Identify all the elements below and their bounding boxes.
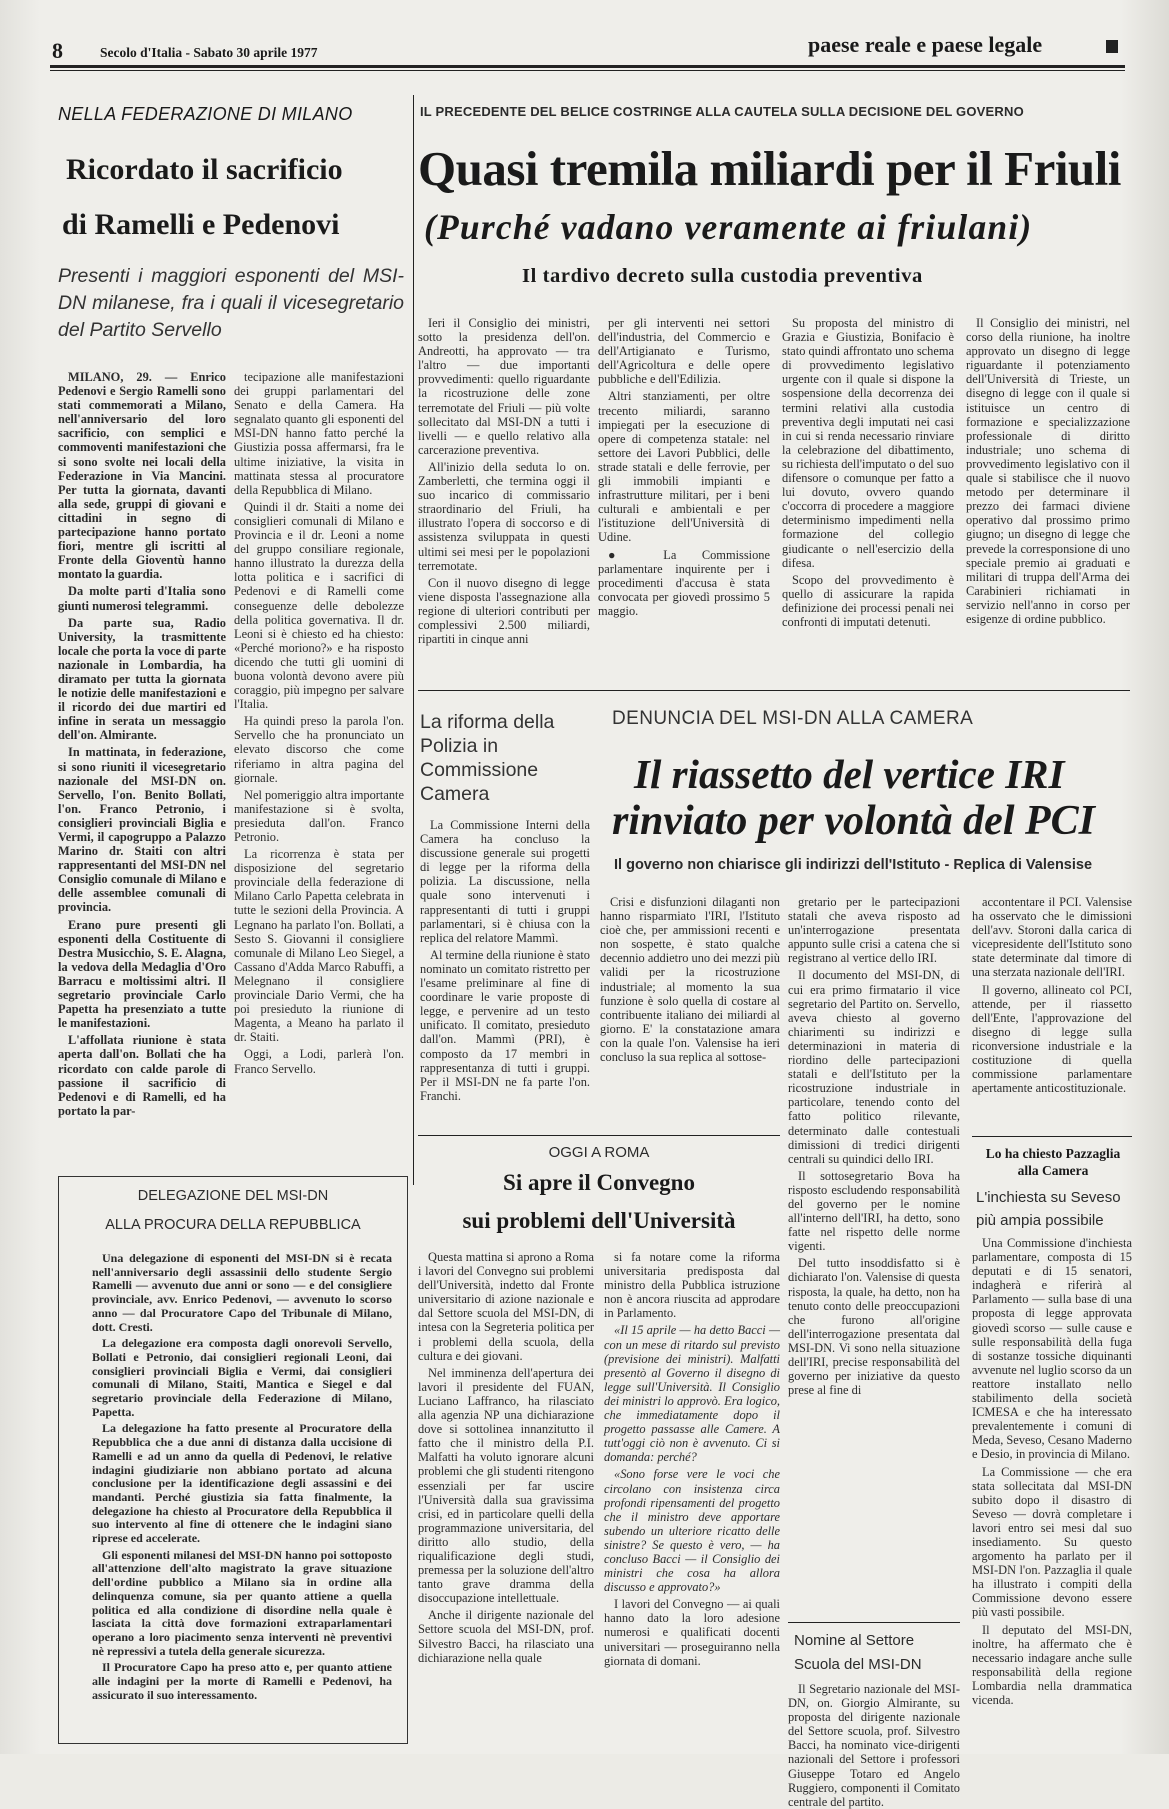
milano-p5: Erano pure presenti gli esponenti della Costituente di Destra Musicchio, S. E. Alagna, la vedova della Medaglia d'Oro Barracu e moltissimi altri. Il segretario provinciale Carlo Papetta ha presenziato a tutte le manifestazioni.	[58, 917, 226, 1031]
friuli-p6: ● La Commissione parlamentare inquirente per i procedimenti d'accusa è stata convocata per giovedì prossimo 5 maggio.	[598, 547, 770, 618]
seveso-p1: Una Commissione d'inchiesta parlamentare, composta di 15 deputati e di 15 senatori, indagherà e riferirà al Parlamento — sulla base di una proposta di legge approvata giovedì scorso — sulle cause e sulle responsabilità della fuga di sostanze tossiche diquinanti avvenute nel luglio scorso da un reattore installato nello stabilimento della società ICMESA e che ha interessato prevalentemente i comuni di Meda, Seveso, Cesano Maderno e Desio, in provincia di Milano.	[972, 1236, 1133, 1462]
delegazione-p5: Il Procuratore Capo ha preso atto e, per quanto attiene alle indagini per la morte di Ramelli e Pedenovi, ha assicurato il suo interessamento.	[92, 1660, 392, 1702]
convegno-p6: «Sono forse vere le voci che circolano con insistenza circa profondi ripensamenti del progetto che il ministro deve apportare subendo un ulteriore ricatto delle sinistre? Se questo è vero, — ha concluso Bacci — il Consiglio dei ministri che cosa ha allora discusso e approvato?»	[604, 1467, 780, 1595]
polizia-p2: Al termine della riunione è stato nominato un comitato ristretto per l'esame preliminare al fine di coordinare le varie proposte di legge, e pervenire ad un testo unificato. Il comitato, presieduto dall'on. Mammì (PRI), è composto da 17 membri in rappresentanza di tutti i gruppi. Per il MSI-DN ne fa parte l'on. Franchi.	[420, 947, 590, 1103]
seveso-col	[972, 1236, 1132, 1746]
iri-col-2	[788, 895, 960, 1615]
iri-p5: Del tutto insoddisfatto si è dichiarato l'on. Valensise di questa risposta, la quale, ha detto, non ha tenuto conto delle preoccupazioni che furono all'origine dell'interrogazione presentata dal MSI-DN. Vi sono nella situazione dell'IRI, precise responsabilità del governo per iniziative da questo prese al fine di	[788, 1256, 960, 1398]
milano-p4: In mattinata, in federazione, si sono riuniti il vicesegretario nazionale del MSI-DN on. Servello, l'on. Benito Bollati, l'on. Franco Petronio, i consiglieri provinciali Biglia e Vermi, il capogruppo a Palazzo Marino dr. Staiti con altri rappresentanti del MSI-DN nel Consiglio comunale di Milano e delle assemblee comunali di provincia.	[58, 745, 226, 915]
delegazione-col	[92, 1252, 392, 1737]
convegno-p7: I lavori del Convegno — ai quali hanno dato la loro adesione numerosi e qualificati docenti universitari — proseguiranno nella giornata di domani.	[604, 1597, 780, 1668]
friuli-p2: All'inizio della seduta lo on. Zamberletti, che termina oggi il suo incarico di commissario straordinario del Friuli, ha illustrato l'opera di soccorso e di assistenza sviluppata in questi ultimi sei mesi per le popolazioni terremotate.	[418, 459, 590, 573]
iri-kicker: DENUNCIA DEL MSI-DN ALLA CAMERA	[612, 708, 974, 729]
iri-headline-1: Il riassetto del vertice IRI	[634, 751, 1065, 797]
milano-p10: Nel pomeriggio altra importante manifestazione si è svolta, presieduta dall'on. Franco Petronio.	[234, 787, 404, 844]
seveso-kicker: Lo ha chiesto Pazzaglia alla Camera	[985, 1146, 1121, 1178]
milano-p2: Da molte parti d'Italia sono giunti numerosi telegrammi.	[58, 584, 226, 613]
delegazione-headline: ALLA PROCURA DELLA REPUBBLICA	[105, 1217, 361, 1233]
milano-p11: La ricorrenza è stata per disposizione del segretario provinciale della federazione di Milano Carlo Papetta celebrata in tutte le sezioni della Provincia. A Legnano ha parlato l'on. Bollati, a Sesto S. Giovanni il consigliere comunale di Milano Leo Siegel, a Cassano d'Adda Marco Rabuffi, a Melegnano il consigliere provinciale Dario Vermi, che ha poi presieduto la riunione di Magenta, a Meano ha parlato il dr. Staiti.	[234, 847, 404, 1045]
custodia-headline: Il tardivo decreto sulla custodia preventiva	[522, 265, 923, 287]
friuli-p4: per gli interventi nei settori dell'industria, del Commercio e dell'Artigianato e Turismo, dell'Agricoltura e delle opere pubbliche e dell'Edilizia.	[598, 316, 770, 387]
polizia-col	[420, 818, 590, 1180]
masthead-rule-thin	[50, 70, 1125, 71]
nomine-col	[788, 1682, 960, 1809]
friuli-col-1	[418, 316, 590, 672]
iri-p4: Il sottosegretario Bova ha risposto escludendo responsabilità del governo per le nomine all'interno dell'IRI, ha detto, sono fatte nel rispetto delle norme vigenti.	[788, 1168, 960, 1254]
convegno-headline-2: sui problemi dell'Università	[462, 1208, 736, 1233]
delegazione-p1: Una delegazione di esponenti del MSI-DN si è recata nell'anniversario degli assassinii dello studente Sergio Ramelli — avvenuto due anni or sono — e del consigliere provinciale, avv. Enrico Pedenovi, — avvenuto lo scorso anno — dal Procuratore Capo del Tribunale di Milano, dott. Cresti.	[92, 1251, 392, 1334]
convegno-col-2	[604, 1250, 780, 1746]
convegno-p2: Nel imminenza dell'apertura dei lavori il presidente del FUAN, Luciano Laffranco, ha rilasciato alla agenzia NP una dichiarazione dove si sottolinea innanzitutto il fatto che il ministro della P.I. Malfatti ha voluto ignorare alcuni problemi che gli studenti ritengono essenziali per far uscire l'Università dalla sua gravissima crisi, ed in particolare quelli della programmazione universitaria, del diritto allo studio, della riqualificazione degli studi, premessa per la soluzione dell'altro tanto grave dramma della disoccupazione intellettuale.	[418, 1365, 594, 1606]
custodia-p3: Il Consiglio dei ministri, nel corso della riunione, ha inoltre approvato un disegno di legge riguardante il potenziamento dell'Università di Trieste, un disegno di legge con il quale si istituisce un centro di formazione e specializzazione professionale di diritto industriale; uno schema di provvedimento legislativo con il quale si stabilisce che il nuovo metodo per determinare il prezzo dei farmaci diviene operativo dal prossimo primo giugno; un disegno di legge che prevede la corresponsione di uno speciale premio ai graduati e militari di truppa dell'Arma dei Carabinieri richiamati in servizio nell'anno in corso per esigenze di ordine pubblico.	[966, 316, 1130, 626]
iri-p6: accontentare il PCI. Valensise ha osservato che le dimissioni dell'avv. Storoni dalla carica di vicepresidente dell'Istituto sono state determinate dal timore di una sterzata nazionale dell'IRI.	[972, 895, 1132, 980]
friuli-col-2	[598, 316, 770, 672]
iri-col3-rule	[972, 1136, 1132, 1137]
nomine-top-rule	[788, 1622, 960, 1623]
convegno-p5: «Il 15 aprile — ha detto Bacci — con un mese di ritardo sul previsto (previsione dei ministri). Malfatti presentò al Governo il disegno di legge sull'Università. Il Consiglio dei ministri lo approvò. Era logico, che immediatamente dopo il progetto passasse alle Camere. A tutt'oggi ciò non è avvenuto. Ci si domanda: perché?	[604, 1323, 780, 1465]
delegazione-p3: La delegazione ha fatto presente al Procuratore della Repubblica che a due anni di distanza dalla uccisione di Ramelli e ad un anno da quella di Pedenovi, le relative indagini giudiziarie non abbiano portato ad alcuna conclusione per la identificazione degli assassini e dei mandanti. Perché giustizia sia fatta finalmente, la delegazione ha chiesto al Procuratore della Repubblica il suo intervento al fine di ottenere che le indagini siano riprese ed accelerate.	[92, 1421, 392, 1546]
milano-p6: L'affollata riunione è stata aperta dall'on. Bollati che ha ricordato con calde parole di passione il sacrificio di Pedenovi e di Ramelli, ed ha portato la par-	[58, 1033, 226, 1118]
iri-p3: Il documento del MSI-DN, di cui era primo firmatario il vice segretario del Partito on. Servello, aveva chiesto al governo chiarimenti su indirizzi e determinazioni in materia di riordino delle partecipazioni statali e dell'Istituto per la ricostruzione industriale in particolare, tenendo conto del fatto politico rilevante, determinato dalle contestuali dimissioni di tredici dirigenti centrali su quindici dello IRI.	[788, 968, 960, 1166]
friuli-headline: Quasi tremila miliardi per il Friuli	[418, 141, 1121, 196]
iri-p1: Crisi e disfunzioni dilaganti non hanno risparmiato l'IRI, l'Istituto cioè che, per ammissioni recenti e non sospette, è stato qualche decennio addietro uno dei mezzi più validi per la ricostruzione industriale; al momento la sua funzione è solo quella di costare al contribuente italiano dei miliardi al giorno. E' la constatazione amara con la quale l'on. Valensise ha ieri concluso la sua replica al sottose-	[600, 895, 780, 1065]
seveso-p2: La Commissione — che era stata sollecitata dal MSI-DN subito dopo il disastro di Seveso — dovrà completare i lavori entro sei mesi dal suo insediamento. Su questo argomento ha parlato per il MSI-DN l'on. Pazzaglia il quale ha illustrato i compiti della Commissione devono essere più vasti possibile.	[972, 1464, 1132, 1620]
milano-vrule	[413, 95, 414, 1185]
nomine-p1: Il Segretario nazionale del MSI-DN, on. Giorgio Almirante, su proposta del dirigente nazionale del Settore scuola, prof. Silvestro Bacci, ha nominato vice-dirigenti nazionali del Settore i professori Giuseppe Totaro ed Angelo Ruggiero, componenti il Comitato centrale del partito.	[788, 1682, 960, 1809]
iri-p7: Il governo, allineato col PCI, attende, per il riassetto dell'Ente, l'approvazione del disegno di legge sulla riconversione industriale e la costituzione di quella commissione parlamentare apertamente anticostituzionale.	[972, 982, 1132, 1096]
polizia-p1: La Commissione Interni della Camera ha concluso la discussione generale sui progetti di legge per la riforma della polizia. La discussione, nella quale sono intervenuti i rappresentanti di tutti i gruppi parlamentari, si è chiusa con la replica del relatore Mammì.	[420, 818, 590, 945]
masthead-rule	[50, 65, 1125, 68]
custodia-p2: Scopo del provvedimento è quello di assicurare la rapida definizione dei processi penali nei confronti di imputati detenuti.	[782, 572, 954, 629]
milano-subhead: Presenti i maggiori esponenti del MSI-DN milanese, fra i quali il vicesegretario del Partito Servello	[58, 265, 404, 341]
nomine-headline: Nomine al Settore Scuola del MSI-DN	[794, 1632, 922, 1673]
milano-p7: tecipazione alle manifestazioni dei gruppi parlamentari del Senato e della Camera. Ha segnalato quanto gli esponenti del MSI-DN hanno fatto perché la Giustizia possa affermarsi, fra le ultime iniziative, la visita in mattinata stessa al procuratore della Repubblica di Milano.	[234, 370, 404, 497]
convegno-p1: Questa mattina si aprono a Roma i lavori del Convegno sui problemi dell'Università, indetto dal Fronte universitario di azione nazionale e dal Settore scuola del MSI-DN, di intesa con la Segreteria politica per i problemi della scuola, della cultura e dei giovani.	[418, 1250, 594, 1363]
milano-kicker: NELLA FEDERAZIONE DI MILANO	[58, 104, 353, 124]
milano-p9: Ha quindi preso la parola l'on. Servello che ha pronunciato un elevato discorso che come riferiamo in altra pagina del giornale.	[234, 714, 404, 785]
iri-headline-2: rinviato per volontà del PCI	[612, 798, 1095, 844]
page-number: 8	[52, 38, 63, 63]
milano-p3: Da parte sua, Radio University, la trasmittente locale che porta la voce di parte nazionale in Lombardia, ha diramato per tutta la giornata le notizie delle manifestazioni e il ricordo dei due martiri ed infine in serata un messaggio dell'on. Almirante.	[58, 615, 226, 743]
section-title: paese reale e paese legale	[808, 32, 1043, 57]
milano-p8: Quindi il dr. Staiti a nome dei consiglieri comunali di Milano e Provincia e il dr. Leoni a nome del gruppo consiliare regionale, hanno illustrato la durezza della lotta politica e i sacrifici di Pedenovi e di Ramelli come conseguenze delle debolezze della politica governativa. Il dr. Leoni si è chiesto ed ha chiesto: «Perché moriono?» e ha risposto dicendo che tutti gli uomini di buona volontà devono avere più coraggio, più impegno per salvare l'Italia.	[234, 499, 404, 712]
friuli-kicker: IL PRECEDENTE DEL BELICE COSTRINGE ALLA CAUTELA SULLA DECISIONE DEL GOVERNO	[420, 104, 1024, 119]
paper-dateline: Secolo d'Italia - Sabato 30 aprile 1977	[100, 45, 318, 60]
iri-p2: gretario per le partecipazioni statali che aveva risposto ad un'interrogazione presentata appunto sulle crisi a catena che si registrano al vertice dello IRI.	[788, 895, 960, 966]
seveso-headline: L'inchiesta su Seveso più ampia possibile	[976, 1189, 1121, 1229]
convegno-p4: si fa notare come la riforma universitaria predisposta dal ministro della Pubblica istruzione non è ancora riuscita ad approdare in Parlamento.	[604, 1250, 780, 1321]
iri-subhead: Il governo non chiarisce gli indirizzi dell'Istituto - Replica di Valensise	[614, 857, 1093, 873]
milano-headline-1: Ricordato il sacrificio	[66, 153, 343, 186]
friuli-p3: Con il nuovo disegno di legge viene disposta l'assegnazione alla regione di ulteriori contributi per complessivi 2.500 miliardi, ripartiti in cinque anni	[418, 575, 590, 647]
custodia-col-1	[782, 316, 954, 672]
friuli-p5: Altri stanziamenti, per oltre trecento miliardi, saranno impiegati per la esecuzione di opere di competenza statale: nel settore dei Lavori Pubblici, delle strade statali e delle ferrovie, per gli immobili impianti e infrastrutture militari, per i beni culturali e ambientali e per l'istituzione dell'Università di Udine.	[598, 389, 770, 545]
convegno-p3: Anche il dirigente nazionale del Settore scuola del MSI-DN, prof. Silvestro Bacci, ha rilasciato una dichiarazione nella quale	[418, 1608, 594, 1665]
convegno-top-rule	[418, 1135, 780, 1136]
custodia-p1: Su proposta del ministro di Grazia e Giustizia, Bonifacio è stato quindi affrontato uno schema di provvedimento legislativo urgente con il quale si dispone la sospensione della decorrenza dei termini relativi alla custodia preventiva degli imputati nei casi in cui si renda necessario rinviare la celebrazione del dibattimento, su richiesta dell'imputato o del suo difensore o comunque per fatto a lui dovuto, ovvero quando c'occorra di procedere a maggiore determinismo impedimenti nella formazione del collegio giudicante o nell'esercizio della difesa.	[782, 316, 954, 570]
custodia-col-2	[966, 316, 1130, 672]
delegazione-kicker: DELEGAZIONE DEL MSI-DN	[137, 1188, 329, 1204]
iri-col-3	[972, 895, 1132, 1135]
iri-col-1	[600, 895, 780, 1170]
delegazione-p2: La delegazione era composta dagli onorevoli Servello, Bollati e Petronio, dai consiglieri regionali Leoni, dai consiglieri provinciali Biglia e Vermi, dai consiglieri comunali di Milano, Staiti, Mantica e Siegel e dal segretario provinciale della Federazione di Milano, Papetta.	[92, 1336, 392, 1419]
convegno-col-1	[418, 1250, 594, 1746]
friuli-p1: Ieri il Consiglio dei ministri, sotto la presidenza dell'on. Andreotti, ha approvato — tra l'altro — due importanti provvedimenti: quello riguardante la ricostruzione delle zone terremotate del Friuli — più volte sollecitato dal MSI-DN a tutti i livelli — e quello relativo alla carcerazione preventiva.	[418, 316, 590, 457]
delegazione-p4: Gli esponenti milanesi del MSI-DN hanno poi sottoposto all'attenzione dell'alto magistrato la grave situazione dell'ordine pubblico a Milano sia in ordine alla delinquenza comune, sia per quanto attiene a quella politica ed alla condizione di disordine nella quale è lasciata la città dove formazioni extraparlamentari operano a loro piacimento senza interventi nè preventivi nè repressivi a tutela della generale sicurezza.	[92, 1547, 392, 1658]
milano-p12: Oggi, a Lodi, parlerà l'on. Franco Servello.	[234, 1047, 404, 1076]
convegno-kicker: OGGI A ROMA	[548, 1144, 650, 1161]
convegno-headline-1: Si apre il Convegno	[503, 1170, 695, 1195]
friuli-subheadline: (Purché vadano veramente ai friulani)	[424, 207, 1033, 247]
section-marker	[1106, 40, 1118, 53]
friuli-bottom-rule	[418, 690, 1130, 691]
milano-headline-2: di Ramelli e Pedenovi	[62, 208, 340, 241]
seveso-p3: Il deputato del MSI-DN, inoltre, ha affermato che è necessario indagare anche sulle responsabilità della regione Lombardia nella drammatica vicenda.	[972, 1622, 1132, 1707]
polizia-headline: La riforma della Polizia in Commissione Camera	[420, 711, 555, 805]
milano-p1: MILANO, 29. — Enrico Pedenovi e Sergio Ramelli sono stati commemorati a Milano, nell'anniversario del loro sacrificio, con semplici e commoventi manifestazioni che si sono svolte nei locali della Federazione in Via Mancini. Per tutta la giornata, davanti alla sede, gruppi di giovani e cittadini in segno di partecipazione hanno portato fiori, mentre gli iscritti al Fronte della Gioventù hanno montato la guardia.	[58, 370, 226, 582]
